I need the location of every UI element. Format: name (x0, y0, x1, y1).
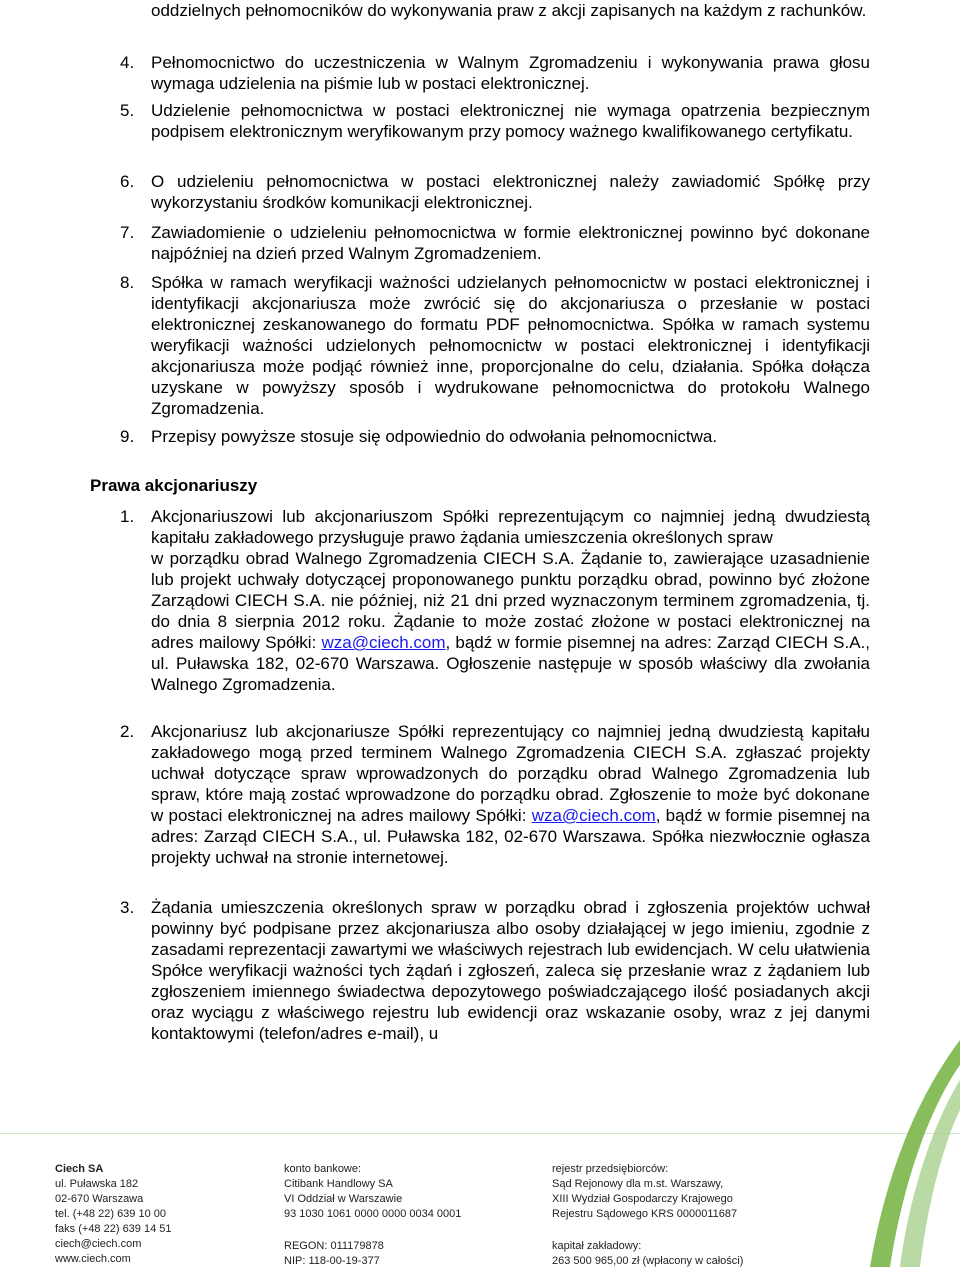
list-item-8 (120, 272, 870, 419)
footer-registry (552, 1162, 737, 1222)
capital-label: kapitał zakładowy: (552, 1240, 642, 1252)
registry-label: rejestr przedsiębiorców: (552, 1163, 669, 1175)
regon: REGON: 011179878 (284, 1240, 384, 1252)
green-swoosh-decoration (850, 1040, 960, 1267)
bank-account: 93 1030 1061 0000 0000 0034 0001 (284, 1208, 462, 1220)
company-street: ul. Puławska 182 (55, 1178, 139, 1190)
list-item-7 (120, 222, 870, 264)
rights-item-2 (120, 721, 870, 868)
footer-capital (552, 1239, 743, 1269)
list-number: 8. (120, 273, 135, 292)
company-city: 02-670 Warszawa (55, 1193, 144, 1205)
rights-1-part-c: , bądź w formie pisemnej na adres: Zarząd CIECH S.A., ul. Puławska 182, 02-670 Warszawa. Ogłoszenie następuje w sposób właściwy dla zwołania Walnego Zgromadzenia. (151, 633, 870, 694)
list-text: Zawiadomienie o udzieleniu pełnomocnictwa w formie elektronicznej powinno być dokonane najpóźniej na dzień przed Walnym Zgromadzeniem. (151, 223, 870, 263)
company-name: Ciech SA (55, 1163, 104, 1175)
footer-divider (0, 1133, 960, 1134)
list-number: 6. (120, 172, 135, 191)
footer-ids (284, 1239, 384, 1269)
continued-paragraph: oddzielnych pełnomocników do wykonywania praw z akcji zapisanych na każdym z rachunków. (151, 1, 867, 20)
list-number: 9. (120, 427, 135, 446)
bank-branch: VI Oddział w Warszawie (284, 1193, 403, 1205)
company-phone: tel. (+48 22) 639 10 00 (55, 1208, 166, 1220)
nip: NIP: 118-00-19-377 (284, 1255, 380, 1267)
company-email[interactable]: ciech@ciech.com (55, 1238, 142, 1250)
registry-division: XIII Wydział Gospodarczy Krajowego (552, 1193, 733, 1205)
list-item-4 (120, 52, 870, 94)
list-item-6 (120, 171, 870, 213)
rights-item-3 (120, 897, 870, 1044)
list-number: 7. (120, 223, 135, 242)
rights-1-part-a: Akcjonariuszowi lub akcjonariuszom Spółki reprezentującym co najmniej jedną dwudziestą kapitału zakładowego przysługuje prawo żądania umieszczenia określonych spraw (151, 507, 870, 547)
capital-value: 263 500 965,00 zł (wpłacony w całości) (552, 1255, 744, 1267)
list-item-9 (120, 426, 870, 447)
rights-1-part-b: w porządku obrad Walnego Zgromadzenia CIECH S.A. Żądanie to, zawierające uzasadnienie lub projekt uchwały dotyczącej proponowanego punktu porządku obrad, powinno być złożone Zarządowi CIECH S.A. nie później, niż 21 dni przed wyznaczonym terminem zgromadzenia, tj. do dnia 8 sierpnia 2012 roku. Żądanie to może zostać złożone w postaci elektronicznej na adres mailowy Spółki: (151, 549, 870, 652)
rights-2-part-a: Akcjonariusz lub akcjonariusze Spółki reprezentujący co najmniej jedną dwudziestą kapitału zakładowego mogą przed terminem Walnego Zgromadzenia CIECH S.A. zgłaszać projekty uchwał dotyczące spraw wprowadzonych do porządku obrad Walnego Zgromadzenia lub spraw, które mają zostać wprowadzone do porządku obrad. Zgłoszenie to może być dokonane w postaci elektronicznej na adres mailowy Spółki: (151, 722, 870, 825)
list-item-5 (120, 100, 870, 142)
section-heading: Prawa akcjonariuszy (90, 476, 258, 495)
list-text: Pełnomocnictwo do uczestniczenia w Walnym Zgromadzeniu i wykonywania prawa głosu wymaga udzielenia na piśmie lub w postaci elektronicznej. (151, 53, 870, 93)
footer-bank (284, 1162, 461, 1222)
bank-name: Citibank Handlowy SA (284, 1178, 393, 1190)
list-text (151, 506, 870, 695)
list-text: Żądania umieszczenia określonych spraw w porządku obrad i zgłoszenia projektów uchwał powinny być podpisane przez akcjonariusza albo osoby działającej w jego imieniu, zgodnie z zasadami reprezentacji zawartymi we właściwych rejestrach lub ewidencjach. W celu ułatwienia Spółce weryfikacji ważności tych żądań i zgłoszeń, zaleca się przesłanie wraz z żądaniem lub zgłoszeniem imiennego świadectwa depozytowego poświadczającego ilość posiadanych akcji oraz wyciągu z właściwego rejestru lub ewidencji oraz wskazanie osoby, wraz z jej danymi kontaktowymi (telefon/adres e-mail), u (151, 898, 871, 1043)
list-number: 5. (120, 101, 135, 120)
registry-court: Sąd Rejonowy dla m.st. Warszawy, (552, 1178, 724, 1190)
company-website[interactable]: www.ciech.com (55, 1253, 131, 1265)
list-number: 4. (120, 53, 135, 72)
bank-label: konto bankowe: (284, 1163, 362, 1175)
list-text: Udzielenie pełnomocnictwa w postaci elektronicznej nie wymaga opatrzenia bezpiecznym podpisem elektronicznym weryfikowanym przy pomocy ważnego kwalifikowanego certyfikatu. (151, 101, 870, 141)
rights-2-part-c: , bądź w formie pisemnej na adres: Zarząd CIECH S.A., ul. Puławska 182, 02-670 Warszawa. Spółka niezwłocznie ogłasza projekty uchwał na stronie internetowej. (151, 806, 870, 867)
list-number: 3. (120, 898, 135, 917)
registry-krs: Rejestru Sądowego KRS 0000011687 (552, 1208, 738, 1220)
list-number: 1. (120, 507, 135, 526)
rights-item-1 (120, 506, 870, 695)
company-fax: faks (+48 22) 639 14 51 (55, 1223, 172, 1235)
list-number: 2. (120, 722, 135, 741)
list-text: Spółka w ramach weryfikacji ważności udzielanych pełnomocnictw w postaci elektronicznej i identyfikacji akcjonariusza może zwrócić się do akcjonariusza o przesłanie w postaci elektronicznej zeskanowanego do formatu PDF pełnomocnictwa. Spółka w ramach systemu weryfikacji ważności udzielonych pełnomocnictw w postaci elektronicznej i identyfikacji akcjonariusza może podjąć również inne, proporcjonalne do celu, działania. Spółka dołącza uzyskane w powyższy sposób i wydrukowane pełnomocnictwa do protokołu Walnego Zgromadzenia. (151, 273, 870, 418)
footer-company (55, 1162, 172, 1267)
email-link[interactable]: wza@ciech.com (531, 806, 656, 825)
list-text (151, 721, 870, 868)
list-text: Przepisy powyższe stosuje się odpowiednio do odwołania pełnomocnictwa. (151, 427, 718, 446)
list-text: O udzieleniu pełnomocnictwa w postaci elektronicznej należy zawiadomić Spółkę przy wykorzystaniu środków komunikacji elektronicznej. (151, 172, 870, 212)
email-link[interactable]: wza@ciech.com (321, 633, 446, 652)
